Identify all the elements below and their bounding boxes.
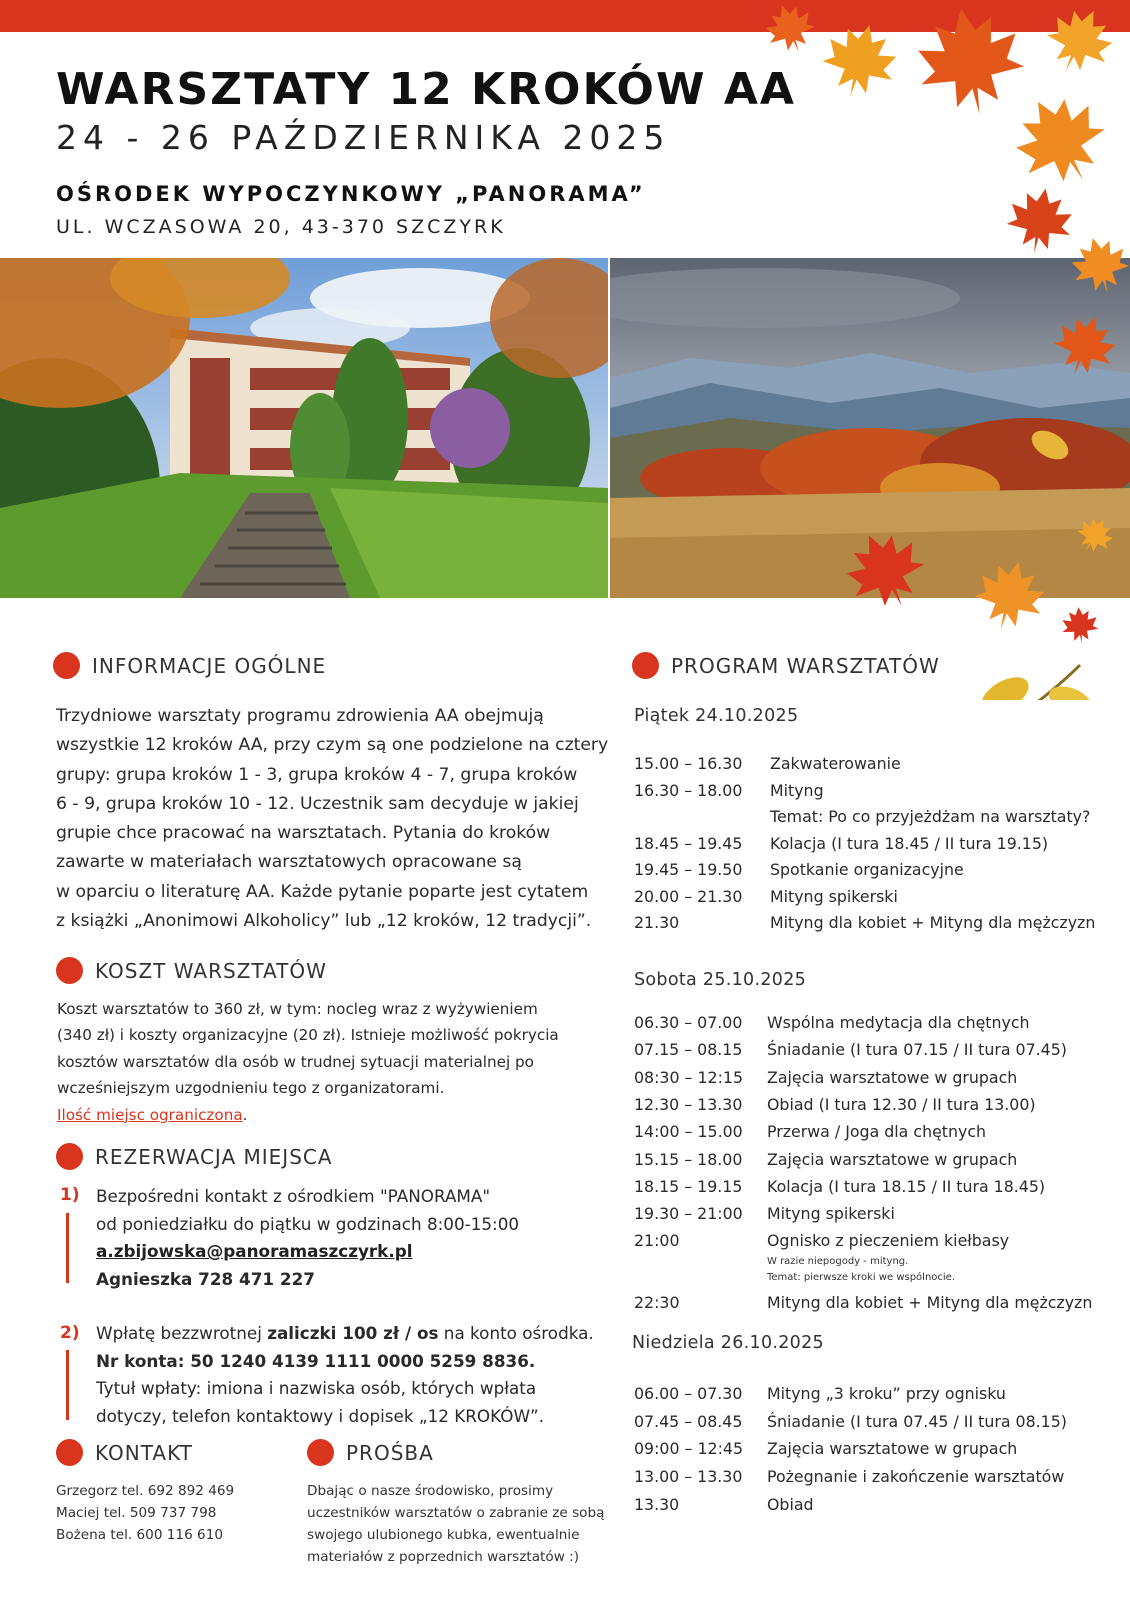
photo-mountains: [610, 258, 1130, 598]
reservation-item-2-number: 2): [60, 1323, 80, 1343]
day-title-friday: Piątek 24.10.2025: [634, 706, 799, 726]
program-heading: PROGRAM WARSZTATÓW: [632, 652, 940, 679]
day-title-saturday: Sobota 25.10.2025: [634, 970, 807, 990]
bullet-dot: [307, 1439, 334, 1466]
general-info-heading: INFORMACJE OGÓLNE: [53, 652, 326, 679]
bullet-dot: [632, 652, 659, 679]
leaf-5: [1000, 80, 1121, 202]
reservation-item-2: Wpłatę bezzwrotnej zaliczki 100 zł / os na konto ośrodka. Nr konta: 50 1240 4139 1111 0000 5259 8836. Tytuł wpłaty: imiona i nazwiska osób, których wpłata dotyczy, telefon kontaktowy i dopisek „12 KROKÓW”.: [96, 1323, 594, 1426]
request-text: Dbając o nasze środowisko, prosimy uczestników warsztatów o zabranie ze sobą swojego ulubionego kubka, ewentualnie materiałów z poprzednich warsztatów :): [307, 1483, 605, 1565]
day-title-sunday: Niedziela 26.10.2025: [632, 1333, 824, 1353]
bullet-dot: [56, 1439, 83, 1466]
request-heading: PROŚBA: [307, 1439, 434, 1466]
contact-heading: KONTAKT: [56, 1439, 193, 1466]
cost-text: Koszt warsztatów to 360 zł, w tym: nocleg wraz z wyżywieniem (340 zł) i koszty organizacyjne (20 zł). Istnieje możliwość pokrycia kosztów warsztatów dla osób w trudnej sytuacji materialnej po wcześniejszym uzgodnieniu tego z organizatorami. Ilość miejsc ograniczona.: [57, 1000, 559, 1124]
cost-heading: KOSZT WARSZTATÓW: [56, 957, 327, 984]
bullet-dot: [56, 957, 83, 984]
reservation-item-1: Bezpośredni kontakt z ośrodkiem "PANORAMA" od poniedziałku do piątku w godzinach 8:00-15:00 a.zbijowska@panoramaszczyrk.pl Agnieszka 728 471 227: [96, 1183, 519, 1293]
bullet-dot: [56, 1143, 83, 1170]
yellow-branch: [975, 665, 1094, 700]
page-title: WARSZTATY 12 KROKÓW AA: [56, 64, 796, 115]
bullet-dot: [53, 652, 80, 679]
general-info-text: Trzydniowe warsztaty programu zdrowienia AA obejmują wszystkie 12 kroków AA, przy czym są one podzielone na cztery grupy: grupa kroków 1 - 3, grupa kroków 4 - 7, grupa kroków 6 - 9, grupa kroków 10 - 12. Uczestnik sam decyduje w jakiej grupie chce pracować na warsztatach. Pytania do kroków zawarte w materiałach warsztatowych opracowane są w oparciu o literaturę AA. Każde pytanie poparte jest cytatem z książki „Anonimowi Alkoholicy” lub „12 kroków, 12 tradycji”.: [56, 706, 609, 932]
leaf-11: [1060, 605, 1099, 645]
top-accent-bar: [0, 0, 1130, 32]
reservation-phone: Agnieszka 728 471 227: [96, 1268, 315, 1289]
venue-address: UL. WCZASOWA 20, 43-370 SZCZYRK: [56, 216, 506, 238]
reservation-email-link[interactable]: a.zbijowska@panoramaszczyrk.pl: [96, 1241, 413, 1261]
bank-account-number: Nr konta: 50 1240 4139 1111 0000 5259 8836.: [96, 1350, 536, 1371]
photo-building: [0, 258, 608, 598]
reservation-item-2-bar: [66, 1350, 69, 1420]
reservation-item-1-number: 1): [60, 1185, 80, 1205]
reservation-heading: REZERWACJA MIEJSCA: [56, 1143, 333, 1170]
contact-list: Grzegorz tel. 692 892 469 Maciej tel. 509 737 798 Bożena tel. 600 116 610: [56, 1483, 235, 1543]
venue-name: OŚRODEK WYPOCZYNKOWY „PANORAMA”: [56, 182, 646, 206]
reservation-item-1-bar: [66, 1213, 69, 1283]
schedule-note: Temat: pierwsze kroki we wspólnocie.: [767, 1272, 956, 1283]
event-dates: 24 - 26 PAŹDZIERNIKA 2025: [56, 118, 671, 157]
schedule-note: W razie niepogody - mityng.: [767, 1256, 909, 1267]
limited-places-link[interactable]: Ilość miejsc ograniczona: [57, 1105, 243, 1124]
leaf-6: [1003, 183, 1077, 259]
